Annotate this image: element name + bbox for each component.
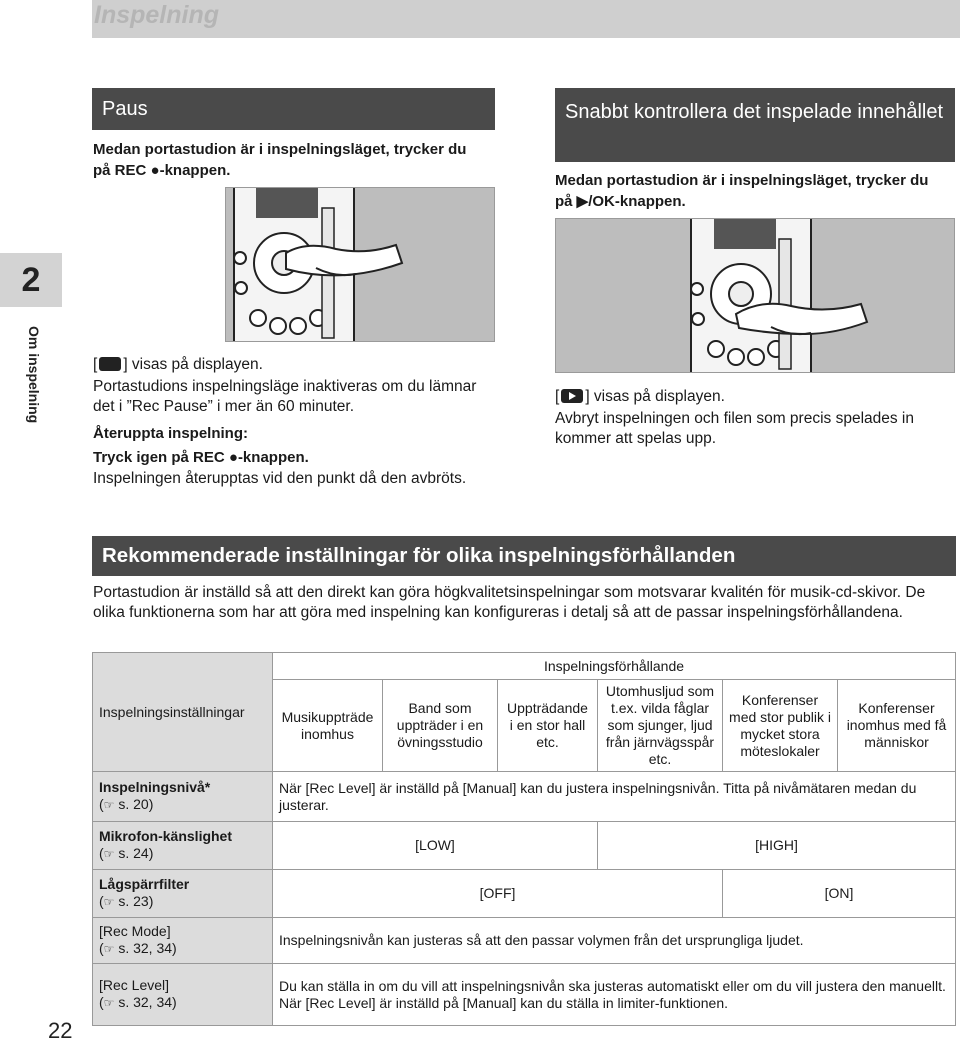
play-display-icon xyxy=(561,389,583,403)
row-ref: s. 24 xyxy=(118,845,149,861)
rec-pause-display-icon xyxy=(99,357,121,371)
pointing-hand-icon: ☞ xyxy=(103,942,115,956)
row-value-right: [ON] xyxy=(723,870,956,918)
check-device-photo xyxy=(555,218,955,373)
table-row xyxy=(93,772,956,822)
paus-resume-title: Återuppta inspelning: xyxy=(93,425,248,442)
table-row xyxy=(93,918,956,964)
row-text: Du kan ställa in om du vill att inspelningsnivån ska justeras automatiskt eller om du vill justera den manuellt. När [Rec Level] är inställd på [Manual] kan du ställa in limiter-funktionen. xyxy=(273,964,956,1026)
paus-heading xyxy=(92,88,495,130)
paus-bracket-open: [ xyxy=(93,356,98,373)
settings-table xyxy=(92,652,956,1026)
recommended-heading: Rekommenderade inställningar för olika inspelningsförhållanden xyxy=(92,536,956,576)
paus-display-text: ] visas på displayen. xyxy=(123,356,263,373)
table-row xyxy=(93,964,956,1026)
row-label-cell: Inspelningsnivå* (☞ s. 20) xyxy=(93,772,273,822)
column-header: Band som uppträder i en övningsstudio xyxy=(383,680,498,772)
header-band xyxy=(92,0,960,38)
row-text: Inspelningsnivån kan justeras så att den passar volymen från det ursprungliga ljudet. xyxy=(273,918,956,964)
row-label: Mikrofon-känslighet xyxy=(99,828,233,844)
check-instruction: Medan portastudion är i inspelningsläget, trycker du på ▶/OK-knappen. xyxy=(555,172,929,210)
row-label-cell: Lågspärrfilter (☞ s. 23) xyxy=(93,870,273,918)
row-ref: s. 32, 34 xyxy=(118,940,173,956)
recorder-illustration-right xyxy=(556,219,955,373)
column-header: Konferenser inomhus med få människor xyxy=(838,680,956,772)
paus-display-line xyxy=(93,355,493,375)
paus-instruction: Medan portastudion är i inspelningsläget, trycker du på REC ●-knappen. xyxy=(93,141,467,179)
table-row xyxy=(93,822,956,870)
column-header: Konferenser med stor publik i mycket stora möteslokaler xyxy=(723,680,838,772)
paus-title: Paus xyxy=(102,98,148,120)
row-ref: s. 32, 34 xyxy=(118,994,173,1010)
row-label-cell: Mikrofon-känslighet (☞ s. 24) xyxy=(93,822,273,870)
recorder-illustration-left xyxy=(226,188,495,342)
paus-device-photo xyxy=(225,187,495,342)
row-label: Lågspärrfilter xyxy=(99,876,190,892)
check-display-text: ] visas på displayen. xyxy=(585,388,725,405)
row-text: När [Rec Level] är inställd på [Manual] kan du justera inspelningsnivån. Titta på nivåmätaren medan du justerar. xyxy=(273,772,956,822)
check-display-line xyxy=(555,387,950,407)
row-label: [Rec Level] xyxy=(99,977,170,993)
paus-note: Portastudions inspelningsläge inaktiveras om du lämnar det i ”Rec Pause” i mer än 60 minuter. xyxy=(93,378,477,415)
table-corner: Inspelningsinställningar xyxy=(93,653,273,772)
pointing-hand-icon: ☞ xyxy=(103,895,115,909)
row-label: Inspelningsnivå* xyxy=(99,779,211,795)
page-title: Inspelning xyxy=(94,1,219,29)
chapter-label-text: Om inspelning xyxy=(26,326,42,424)
row-label: [Rec Mode] xyxy=(99,923,171,939)
column-header: Uppträdande i en stor hall etc. xyxy=(498,680,598,772)
row-value-left: [LOW] xyxy=(273,822,598,870)
chapter-tab: 2 xyxy=(0,253,62,307)
pointing-hand-icon: ☞ xyxy=(103,996,115,1010)
row-ref: s. 20 xyxy=(118,796,149,812)
check-heading xyxy=(555,88,955,162)
pointing-hand-icon: ☞ xyxy=(103,847,115,861)
row-label-cell: [Rec Mode] (☞ s. 32, 34) xyxy=(93,918,273,964)
row-value-left: [OFF] xyxy=(273,870,723,918)
row-ref: s. 23 xyxy=(118,893,149,909)
check-bracket-open: [ xyxy=(555,388,560,405)
row-label-cell: [Rec Level] (☞ s. 32, 34) xyxy=(93,964,273,1026)
column-header: Musikuppträde inomhus xyxy=(273,680,383,772)
paus-resume-note: Inspelningen återupptas vid den punkt då den avbröts. xyxy=(93,470,467,487)
play-triangle-icon xyxy=(561,389,583,403)
check-title: Snabbt kontrollera det inspelade innehållet xyxy=(565,101,944,123)
row-value-right: [HIGH] xyxy=(598,822,956,870)
pointing-hand-icon: ☞ xyxy=(103,798,115,812)
check-note: Avbryt inspelningen och filen som precis spelades in kommer att spelas upp. xyxy=(555,410,914,447)
paus-resume-instruction: Tryck igen på REC ●-knappen. xyxy=(93,449,309,466)
group-header: Inspelningsförhållande xyxy=(273,653,956,680)
page-number: 22 xyxy=(48,1018,73,1043)
recommended-intro: Portastudion är inställd så att den direkt kan göra högkvalitetsinspelningar som motsvarar kvalitén för musik-cd-skivor. De olika funktionerna som har att göra med inspelning kan konfigureras i detalj så att de passar inspelningsförhållandena. xyxy=(93,584,926,621)
table-row xyxy=(93,870,956,918)
column-header: Utomhusljud som t.ex. vilda fåglar som sjunger, ljud från järnvägsspår etc. xyxy=(598,680,723,772)
chapter-label xyxy=(24,326,46,456)
